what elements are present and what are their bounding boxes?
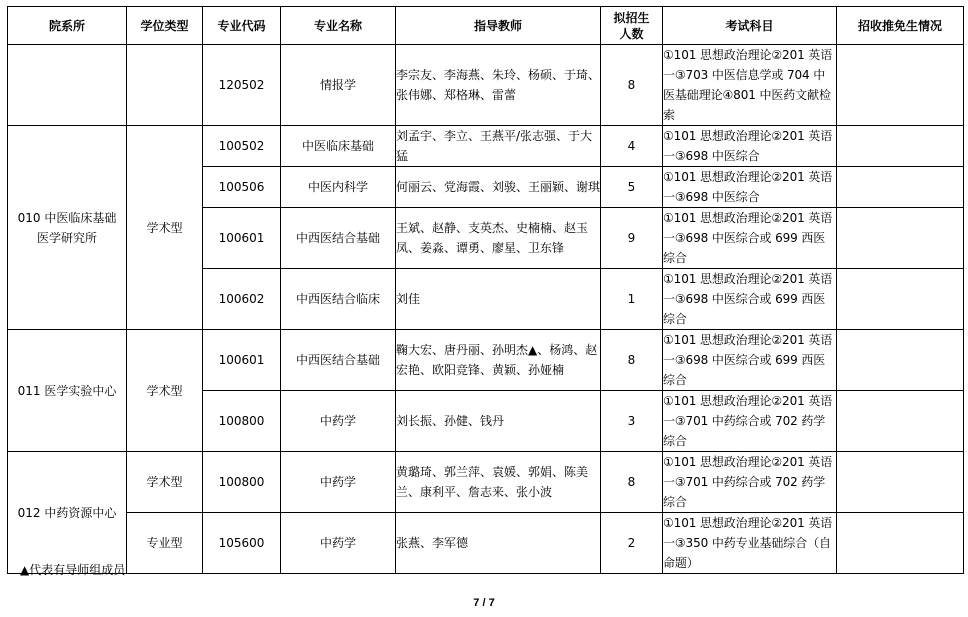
count-cell: 8 xyxy=(601,330,663,391)
advisors-cell: 刘孟宇、李立、王燕平/张志强、于大猛 xyxy=(396,126,601,167)
count-cell: 8 xyxy=(601,45,663,126)
major-cell: 中药学 xyxy=(281,513,396,574)
advisors-cell: 张燕、李军德 xyxy=(396,513,601,574)
dept-cell: 011 医学实验中心 xyxy=(8,330,127,452)
count-cell: 1 xyxy=(601,269,663,330)
degree-type-cell: 专业型 xyxy=(127,513,203,574)
degree-type-cell: 学术型 xyxy=(127,126,203,330)
code-cell: 100502 xyxy=(203,126,281,167)
page-number: 7 / 7 xyxy=(473,597,495,609)
table-row xyxy=(8,330,964,391)
code-cell: 100800 xyxy=(203,452,281,513)
code-cell: 100800 xyxy=(203,391,281,452)
exam-cell: ①101 思想政治理论②201 英语一③698 中医综合 xyxy=(663,167,837,208)
code-cell: 120502 xyxy=(203,45,281,126)
degree-type-cell: 学术型 xyxy=(127,330,203,452)
dept-cell xyxy=(8,45,127,126)
advisors-cell: 何丽云、党海霞、刘骏、王丽颖、谢琪 xyxy=(396,167,601,208)
code-cell: 100506 xyxy=(203,167,281,208)
header-major: 专业名称 xyxy=(281,7,396,45)
header-dept: 院系所 xyxy=(8,7,127,45)
exam-cell: ①101 思想政治理论②201 英语一③350 中药专业基础综合（自命题） xyxy=(663,513,837,574)
code-cell: 105600 xyxy=(203,513,281,574)
header-exam: 考试科目 xyxy=(663,7,837,45)
major-cell: 中西医结合基础 xyxy=(281,330,396,391)
table-row xyxy=(8,513,964,574)
count-cell: 9 xyxy=(601,208,663,269)
advisors-cell: 鞠大宏、唐丹丽、孙明杰▲、杨鸿、赵宏艳、欧阳竞锋、黄颖、孙娅楠 xyxy=(396,330,601,391)
exam-cell: ①101 思想政治理论②201 英语一③701 中药综合或 702 药学综合 xyxy=(663,391,837,452)
count-cell: 8 xyxy=(601,452,663,513)
table-row xyxy=(8,45,964,126)
count-cell: 5 xyxy=(601,167,663,208)
exempt-cell xyxy=(837,269,964,330)
header-degree-type: 学位类型 xyxy=(127,7,203,45)
exam-cell: ①101 思想政治理论②201 英语一③698 中医综合 xyxy=(663,126,837,167)
code-cell: 100601 xyxy=(203,208,281,269)
header-plan-count: 拟招生人数 xyxy=(601,7,663,45)
major-cell: 中医内科学 xyxy=(281,167,396,208)
major-cell: 中药学 xyxy=(281,452,396,513)
count-cell: 4 xyxy=(601,126,663,167)
exam-cell: ①101 思想政治理论②201 英语一③698 中医综合或 699 西医综合 xyxy=(663,208,837,269)
advisors-cell: 刘长振、孙健、钱丹 xyxy=(396,391,601,452)
dept-cell: 010 中医临床基础医学研究所 xyxy=(8,126,127,330)
exam-cell: ①101 思想政治理论②201 英语一③701 中药综合或 702 药学综合 xyxy=(663,452,837,513)
degree-type-cell: 学术型 xyxy=(127,452,203,513)
admission-table xyxy=(7,6,964,574)
exam-cell: ①101 思想政治理论②201 英语一③698 中医综合或 699 西医综合 xyxy=(663,330,837,391)
code-cell: 100601 xyxy=(203,330,281,391)
exempt-cell xyxy=(837,45,964,126)
exempt-cell xyxy=(837,330,964,391)
advisors-cell: 刘佳 xyxy=(396,269,601,330)
major-cell: 情报学 xyxy=(281,45,396,126)
major-cell: 中西医结合临床 xyxy=(281,269,396,330)
footnote: ▲代表有导师组成员 xyxy=(20,563,126,577)
code-cell: 100602 xyxy=(203,269,281,330)
dept-cell: 012 中药资源中心 xyxy=(8,452,127,574)
exam-cell: ①101 思想政治理论②201 英语一③703 中医信息学或 704 中医基础理论④801 中医药文献检索 xyxy=(663,45,837,126)
major-cell: 中药学 xyxy=(281,391,396,452)
header-row xyxy=(8,7,964,45)
header-code: 专业代码 xyxy=(203,7,281,45)
degree-type-cell xyxy=(127,45,203,126)
major-cell: 中医临床基础 xyxy=(281,126,396,167)
header-exempt: 招收推免生情况 xyxy=(837,7,964,45)
exempt-cell xyxy=(837,167,964,208)
exam-cell: ①101 思想政治理论②201 英语一③698 中医综合或 699 西医综合 xyxy=(663,269,837,330)
header-advisors: 指导教师 xyxy=(396,7,601,45)
count-cell: 3 xyxy=(601,391,663,452)
table-row xyxy=(8,452,964,513)
exempt-cell xyxy=(837,391,964,452)
advisors-cell: 黄璐琦、郭兰萍、袁媛、郭娟、陈美兰、康利平、詹志来、张小波 xyxy=(396,452,601,513)
table-row xyxy=(8,126,964,167)
exempt-cell xyxy=(837,208,964,269)
major-cell: 中西医结合基础 xyxy=(281,208,396,269)
count-cell: 2 xyxy=(601,513,663,574)
advisors-cell: 王斌、赵静、支英杰、史楠楠、赵玉凤、姜淼、谭勇、廖星、卫东锋 xyxy=(396,208,601,269)
advisors-cell: 李宗友、李海燕、朱玲、杨硕、于琦、张伟娜、郑格琳、雷蕾 xyxy=(396,45,601,126)
exempt-cell xyxy=(837,513,964,574)
exempt-cell xyxy=(837,126,964,167)
exempt-cell xyxy=(837,452,964,513)
